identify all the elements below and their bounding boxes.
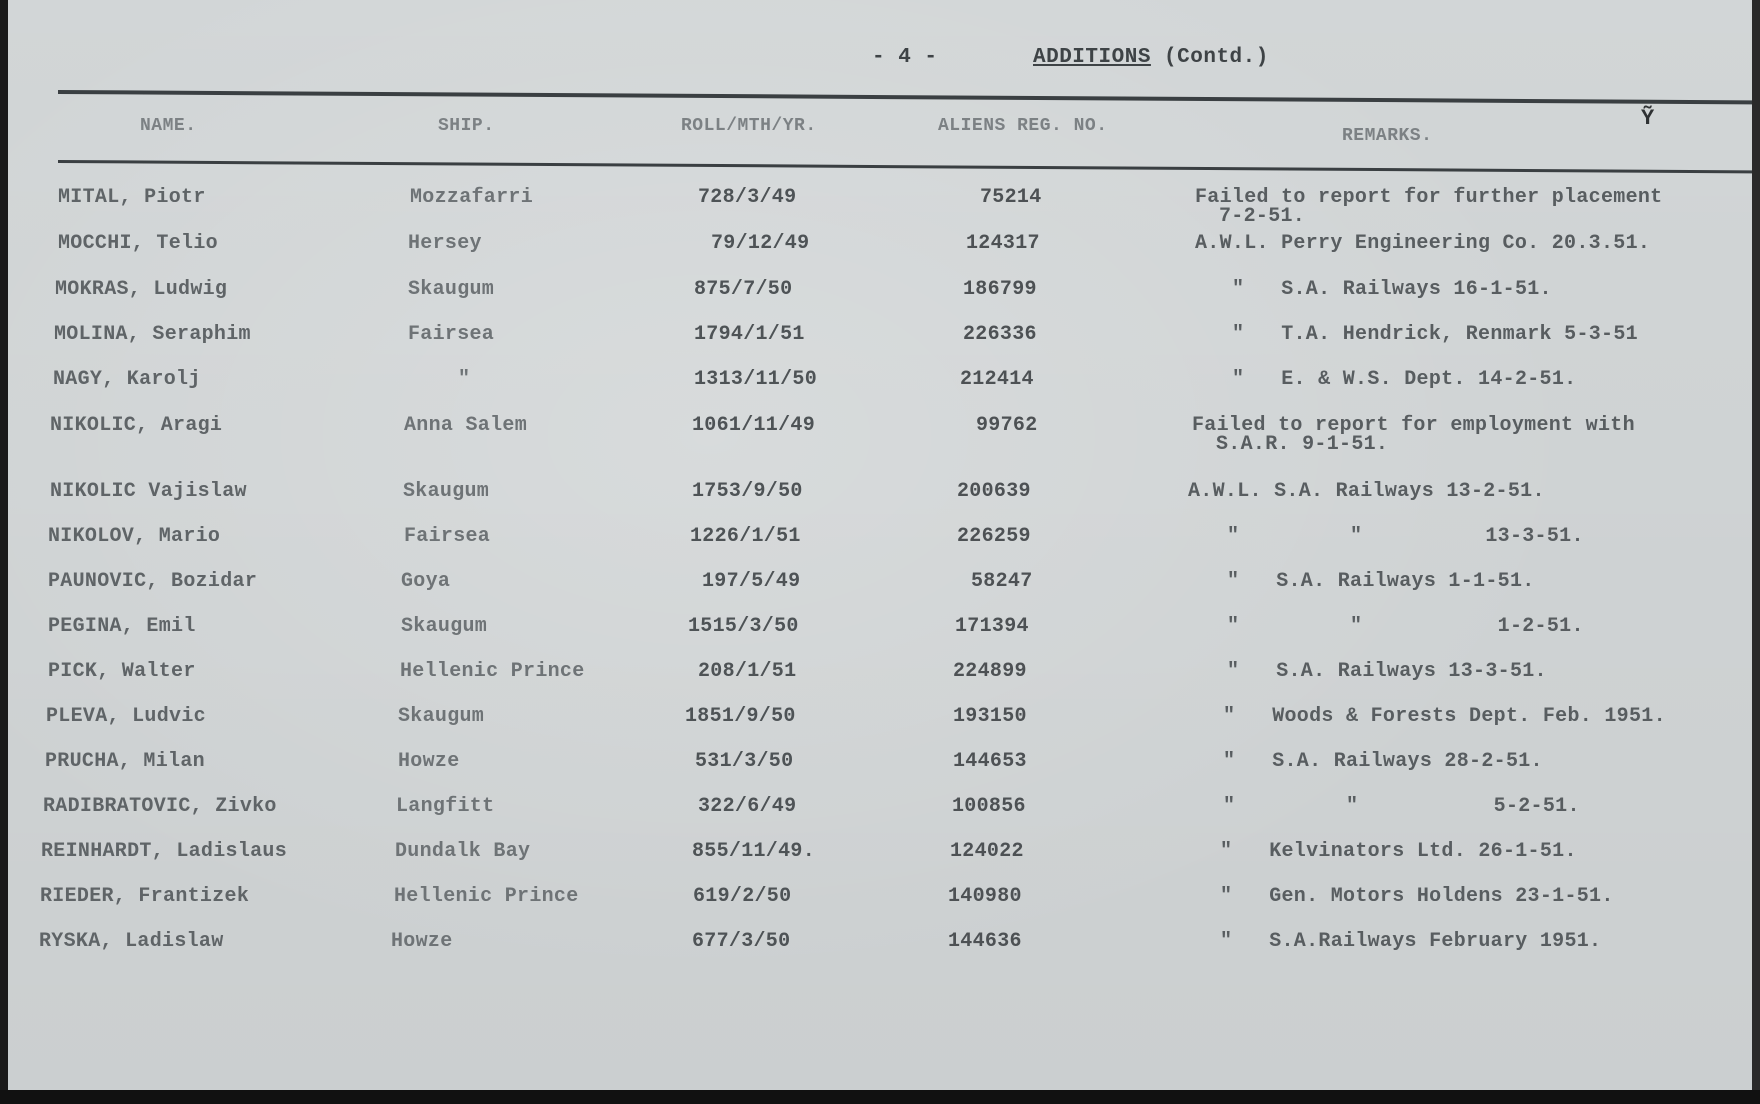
cell-name: PEGINA, Emil <box>48 615 196 638</box>
cell-remarks <box>1227 570 1535 593</box>
cell-ship: Dundalk Bay <box>395 840 531 863</box>
cell-name: NAGY, Karolj <box>53 368 201 391</box>
table-row <box>8 660 1760 700</box>
remarks-line-1: " S.A. Railways 28-2-51. <box>1223 750 1543 773</box>
table-row <box>8 750 1760 790</box>
cell-roll: 208/1/51 <box>698 660 797 683</box>
cell-reg: 58247 <box>971 570 1033 593</box>
table-row <box>8 840 1760 880</box>
cell-ship: Fairsea <box>404 525 491 548</box>
remarks-line-1: " Woods & Forests Dept. Feb. 1951. <box>1223 705 1666 728</box>
margin-mark: Ỹ <box>1641 106 1655 131</box>
table-row <box>8 278 1760 318</box>
cell-ship: Hellenic Prince <box>394 885 579 908</box>
cell-reg: 186799 <box>963 278 1037 301</box>
cell-name: PRUCHA, Milan <box>45 750 205 773</box>
table-row <box>8 414 1760 454</box>
cell-roll: 728/3/49 <box>698 186 797 209</box>
cell-remarks <box>1227 525 1584 548</box>
remarks-line-1: A.W.L. Perry Engineering Co. 20.3.51. <box>1195 232 1651 255</box>
cell-remarks <box>1188 480 1545 503</box>
cell-remarks <box>1220 930 1601 953</box>
cell-remarks <box>1223 750 1543 773</box>
remarks-line-2: 7-2-51. <box>1219 205 1306 228</box>
remarks-line-1: " T.A. Hendrick, Renmark 5-3-51 <box>1232 323 1638 346</box>
cell-ship: Langfitt <box>396 795 495 818</box>
cell-roll: 1794/1/51 <box>694 323 805 346</box>
cell-ship: Howze <box>391 930 453 953</box>
cell-roll: 531/3/50 <box>695 750 794 773</box>
column-header-roll: ROLL/MTH/YR. <box>681 116 817 136</box>
cell-name: MOCCHI, Telio <box>58 232 218 255</box>
cell-name: REINHARDT, Ladislaus <box>41 840 288 863</box>
section-title-suffix: (Contd.) <box>1164 46 1269 69</box>
table-row <box>8 368 1760 408</box>
cell-remarks <box>1232 323 1638 346</box>
cell-roll: 855/11/49. <box>692 840 816 863</box>
cell-ship: Skaugum <box>401 615 488 638</box>
cell-roll: 1753/9/50 <box>692 480 803 503</box>
remarks-line-1: Failed to report for employment with <box>1192 414 1635 437</box>
cell-name: NIKOLIC, Aragi <box>50 414 223 437</box>
remarks-line-1: " S.A.Railways February 1951. <box>1220 930 1602 953</box>
cell-reg: 140980 <box>948 885 1022 908</box>
cell-reg: 124317 <box>966 232 1040 255</box>
cell-reg: 224899 <box>953 660 1027 683</box>
cell-reg: 200639 <box>957 480 1031 503</box>
remarks-line-1: " " 1-2-51. <box>1227 615 1584 638</box>
cell-ship: Fairsea <box>408 323 495 346</box>
cell-ship: Goya <box>401 570 451 593</box>
cell-reg: 212414 <box>960 368 1034 391</box>
cell-name: MITAL, Piotr <box>58 186 206 209</box>
cell-ship: " <box>458 368 471 391</box>
cell-roll: 1061/11/49 <box>692 414 816 437</box>
cell-name: MOLINA, Seraphim <box>54 323 251 346</box>
cell-ship: Howze <box>398 750 460 773</box>
column-header-name: NAME. <box>140 116 197 136</box>
cell-remarks <box>1227 615 1584 638</box>
column-header-ship: SHIP. <box>438 116 495 136</box>
table-row <box>8 615 1760 655</box>
page-edge <box>1752 0 1760 1090</box>
cell-reg: 75214 <box>980 186 1042 209</box>
remarks-line-1: " E. & W.S. Dept. 14-2-51. <box>1232 368 1577 391</box>
cell-roll: 677/3/50 <box>692 930 791 953</box>
remarks-line-1: " Kelvinators Ltd. 26-1-51. <box>1220 840 1577 863</box>
cell-reg: 124022 <box>950 840 1024 863</box>
cell-roll: 1851/9/50 <box>685 705 796 728</box>
cell-roll: 875/7/50 <box>694 278 793 301</box>
cell-ship: Skaugum <box>398 705 485 728</box>
cell-remarks <box>1223 705 1666 728</box>
section-title-main: ADDITIONS <box>1033 46 1151 69</box>
cell-reg: 144653 <box>953 750 1027 773</box>
cell-name: NIKOLOV, Mario <box>48 525 221 548</box>
cell-ship: Mozzafarri <box>410 186 534 209</box>
table-row <box>8 480 1760 520</box>
remarks-line-1: " S.A. Railways 16-1-51. <box>1232 278 1552 301</box>
remarks-line-1: " " 5-2-51. <box>1223 795 1580 818</box>
column-header-reg: ALIENS REG. NO. <box>938 116 1108 136</box>
table-row <box>8 930 1760 970</box>
page-number: - 4 - <box>872 46 938 69</box>
cell-remarks <box>1227 660 1547 683</box>
cell-remarks <box>1192 414 1635 456</box>
cell-name: PAUNOVIC, Bozidar <box>48 570 258 593</box>
cell-name: PLEVA, Ludvic <box>46 705 206 728</box>
cell-remarks <box>1220 885 1614 908</box>
table-row <box>8 795 1760 835</box>
remarks-line-1: A.W.L. S.A. Railways 13-2-51. <box>1188 480 1545 503</box>
cell-name: RADIBRATOVIC, Zivko <box>43 795 277 818</box>
table-row <box>8 186 1760 226</box>
cell-remarks <box>1232 368 1576 391</box>
table-row <box>8 885 1760 925</box>
cell-ship: Skaugum <box>403 480 490 503</box>
table-row <box>8 232 1760 272</box>
section-title <box>1033 46 1269 69</box>
cell-name: MOKRAS, Ludwig <box>55 278 228 301</box>
remarks-line-1: Failed to report for further placement <box>1195 186 1663 209</box>
cell-roll: 79/12/49 <box>711 232 810 255</box>
cell-roll: 197/5/49 <box>702 570 801 593</box>
cell-roll: 1515/3/50 <box>688 615 799 638</box>
cell-remarks <box>1223 795 1580 818</box>
cell-remarks <box>1195 232 1650 255</box>
cell-ship: Hellenic Prince <box>400 660 585 683</box>
table-row <box>8 323 1760 363</box>
cell-roll: 619/2/50 <box>693 885 792 908</box>
cell-roll: 322/6/49 <box>698 795 797 818</box>
cell-reg: 100856 <box>952 795 1026 818</box>
remarks-line-1: " S.A. Railways 1-1-51. <box>1227 570 1535 593</box>
cell-remarks <box>1220 840 1577 863</box>
cell-roll: 1313/11/50 <box>694 368 818 391</box>
header-rule-bottom <box>58 160 1760 173</box>
cell-reg: 171394 <box>955 615 1029 638</box>
remarks-line-1: " " 13-3-51. <box>1227 525 1584 548</box>
cell-ship: Anna Salem <box>404 414 528 437</box>
remarks-line-1: " S.A. Railways 13-3-51. <box>1227 660 1547 683</box>
remarks-line-2: S.A.R. 9-1-51. <box>1216 433 1389 456</box>
table-row <box>8 525 1760 565</box>
cell-reg: 226336 <box>963 323 1037 346</box>
cell-remarks <box>1195 186 1662 228</box>
cell-reg: 144636 <box>948 930 1022 953</box>
column-header-remarks: REMARKS. <box>1342 126 1433 146</box>
cell-name: RYSKA, Ladislaw <box>39 930 224 953</box>
cell-reg: 226259 <box>957 525 1031 548</box>
table-row <box>8 705 1760 745</box>
remarks-line-1: " Gen. Motors Holdens 23-1-51. <box>1220 885 1614 908</box>
cell-roll: 1226/1/51 <box>690 525 801 548</box>
cell-ship: Skaugum <box>408 278 495 301</box>
cell-name: NIKOLIC Vajislaw <box>50 480 247 503</box>
cell-reg: 193150 <box>953 705 1027 728</box>
cell-reg: 99762 <box>976 414 1038 437</box>
header-rule-top <box>58 90 1760 104</box>
cell-remarks <box>1232 278 1552 301</box>
cell-name: RIEDER, Frantizek <box>40 885 250 908</box>
cell-name: PICK, Walter <box>48 660 196 683</box>
table-row <box>8 570 1760 610</box>
cell-ship: Hersey <box>408 232 482 255</box>
